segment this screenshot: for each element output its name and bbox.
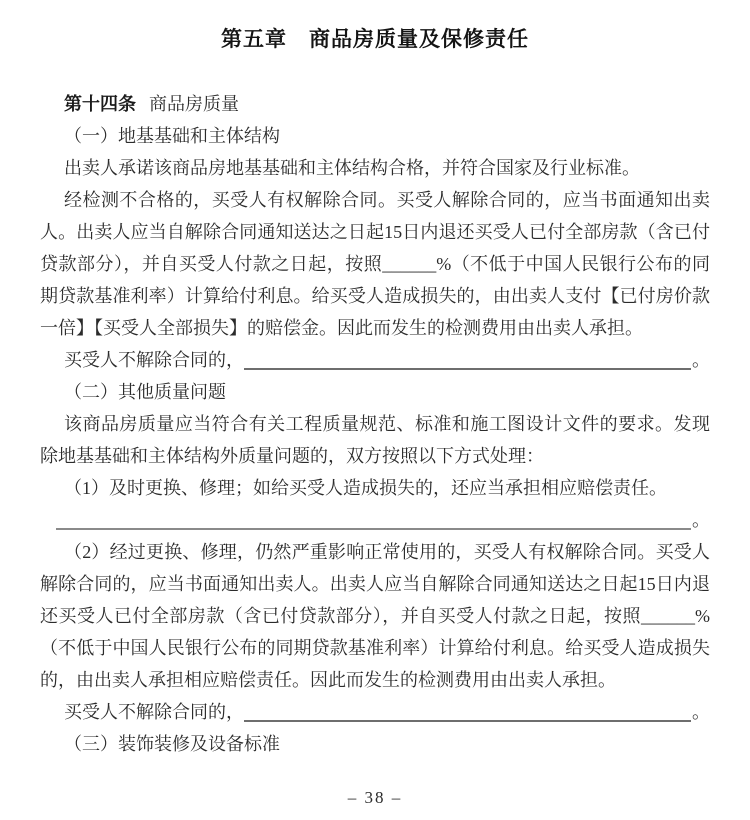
fill-in-label: 买受人不解除合同的， <box>64 702 244 722</box>
blank-underline-field <box>244 344 691 370</box>
document-body <box>40 88 710 760</box>
article-heading <box>40 88 710 120</box>
fill-in-label: 买受人不解除合同的， <box>64 350 244 370</box>
page-number: – 38 – <box>347 788 403 807</box>
section2-fill-in-line <box>40 696 710 728</box>
fill-in-period: 。 <box>692 702 710 722</box>
rule-period: 。 <box>692 510 710 530</box>
section1-paragraph-2: 经检测不合格的，买受人有权解除合同。买受人解除合同的，应当书面通知出卖人。出卖人应当自解除合同通知送达之日起15日内退还买受人已付全部房款（含已付贷款部分），并自买受人付款之日起，按照______%（不低于中国人民银行公布的同期贷款基准利率）计算给付利息。给买受人造成损失的，由出卖人支付【已付房价款一倍】【买受人全部损失】的赔偿金。因此而发生的检测费用由出卖人承担。 <box>40 190 710 338</box>
section2-item-2: （2）经过更换、修理，仍然严重影响正常使用的，买受人有权解除合同。买受人解除合同的，应当书面通知出卖人。出卖人应当自解除合同通知送达之日起15日内退还买受人已付全部房款（含已付贷款部分），并自买受人付款之日起，按照______%（不低于中国人民银行公布的同期贷款基准利率）计算给付利息。给买受人造成损失的，由出卖人承担相应赔偿责任。因此而发生的检测费用由出卖人承担。 <box>40 542 710 690</box>
blank-underline-field <box>56 504 691 530</box>
article-number: 第十四条 <box>64 94 136 114</box>
section1-heading: （一）地基基础和主体结构 <box>64 126 280 146</box>
section2-heading: （二）其他质量问题 <box>64 382 226 402</box>
section1-paragraph-1: 出卖人承诺该商品房地基基础和主体结构合格，并符合国家及行业标准。 <box>64 158 640 178</box>
section1-fill-in-line <box>40 344 710 376</box>
fill-in-period: 。 <box>692 350 710 370</box>
blank-underline-field <box>244 696 691 722</box>
section3-heading: （三）装饰装修及设备标准 <box>64 734 280 754</box>
section2-blank-rule-line <box>40 504 710 536</box>
section2-paragraph-1: 该商品房质量应当符合有关工程质量规范、标准和施工图设计文件的要求。发现除地基基础和主体结构外质量问题的，双方按照以下方式处理： <box>40 414 710 466</box>
chapter-title: 第五章 商品房质量及保修责任 <box>221 28 529 51</box>
article-title: 商品房质量 <box>149 94 239 114</box>
section2-item-1: （1）及时更换、修理；如给买受人造成损失的，还应当承担相应赔偿责任。 <box>64 478 667 498</box>
